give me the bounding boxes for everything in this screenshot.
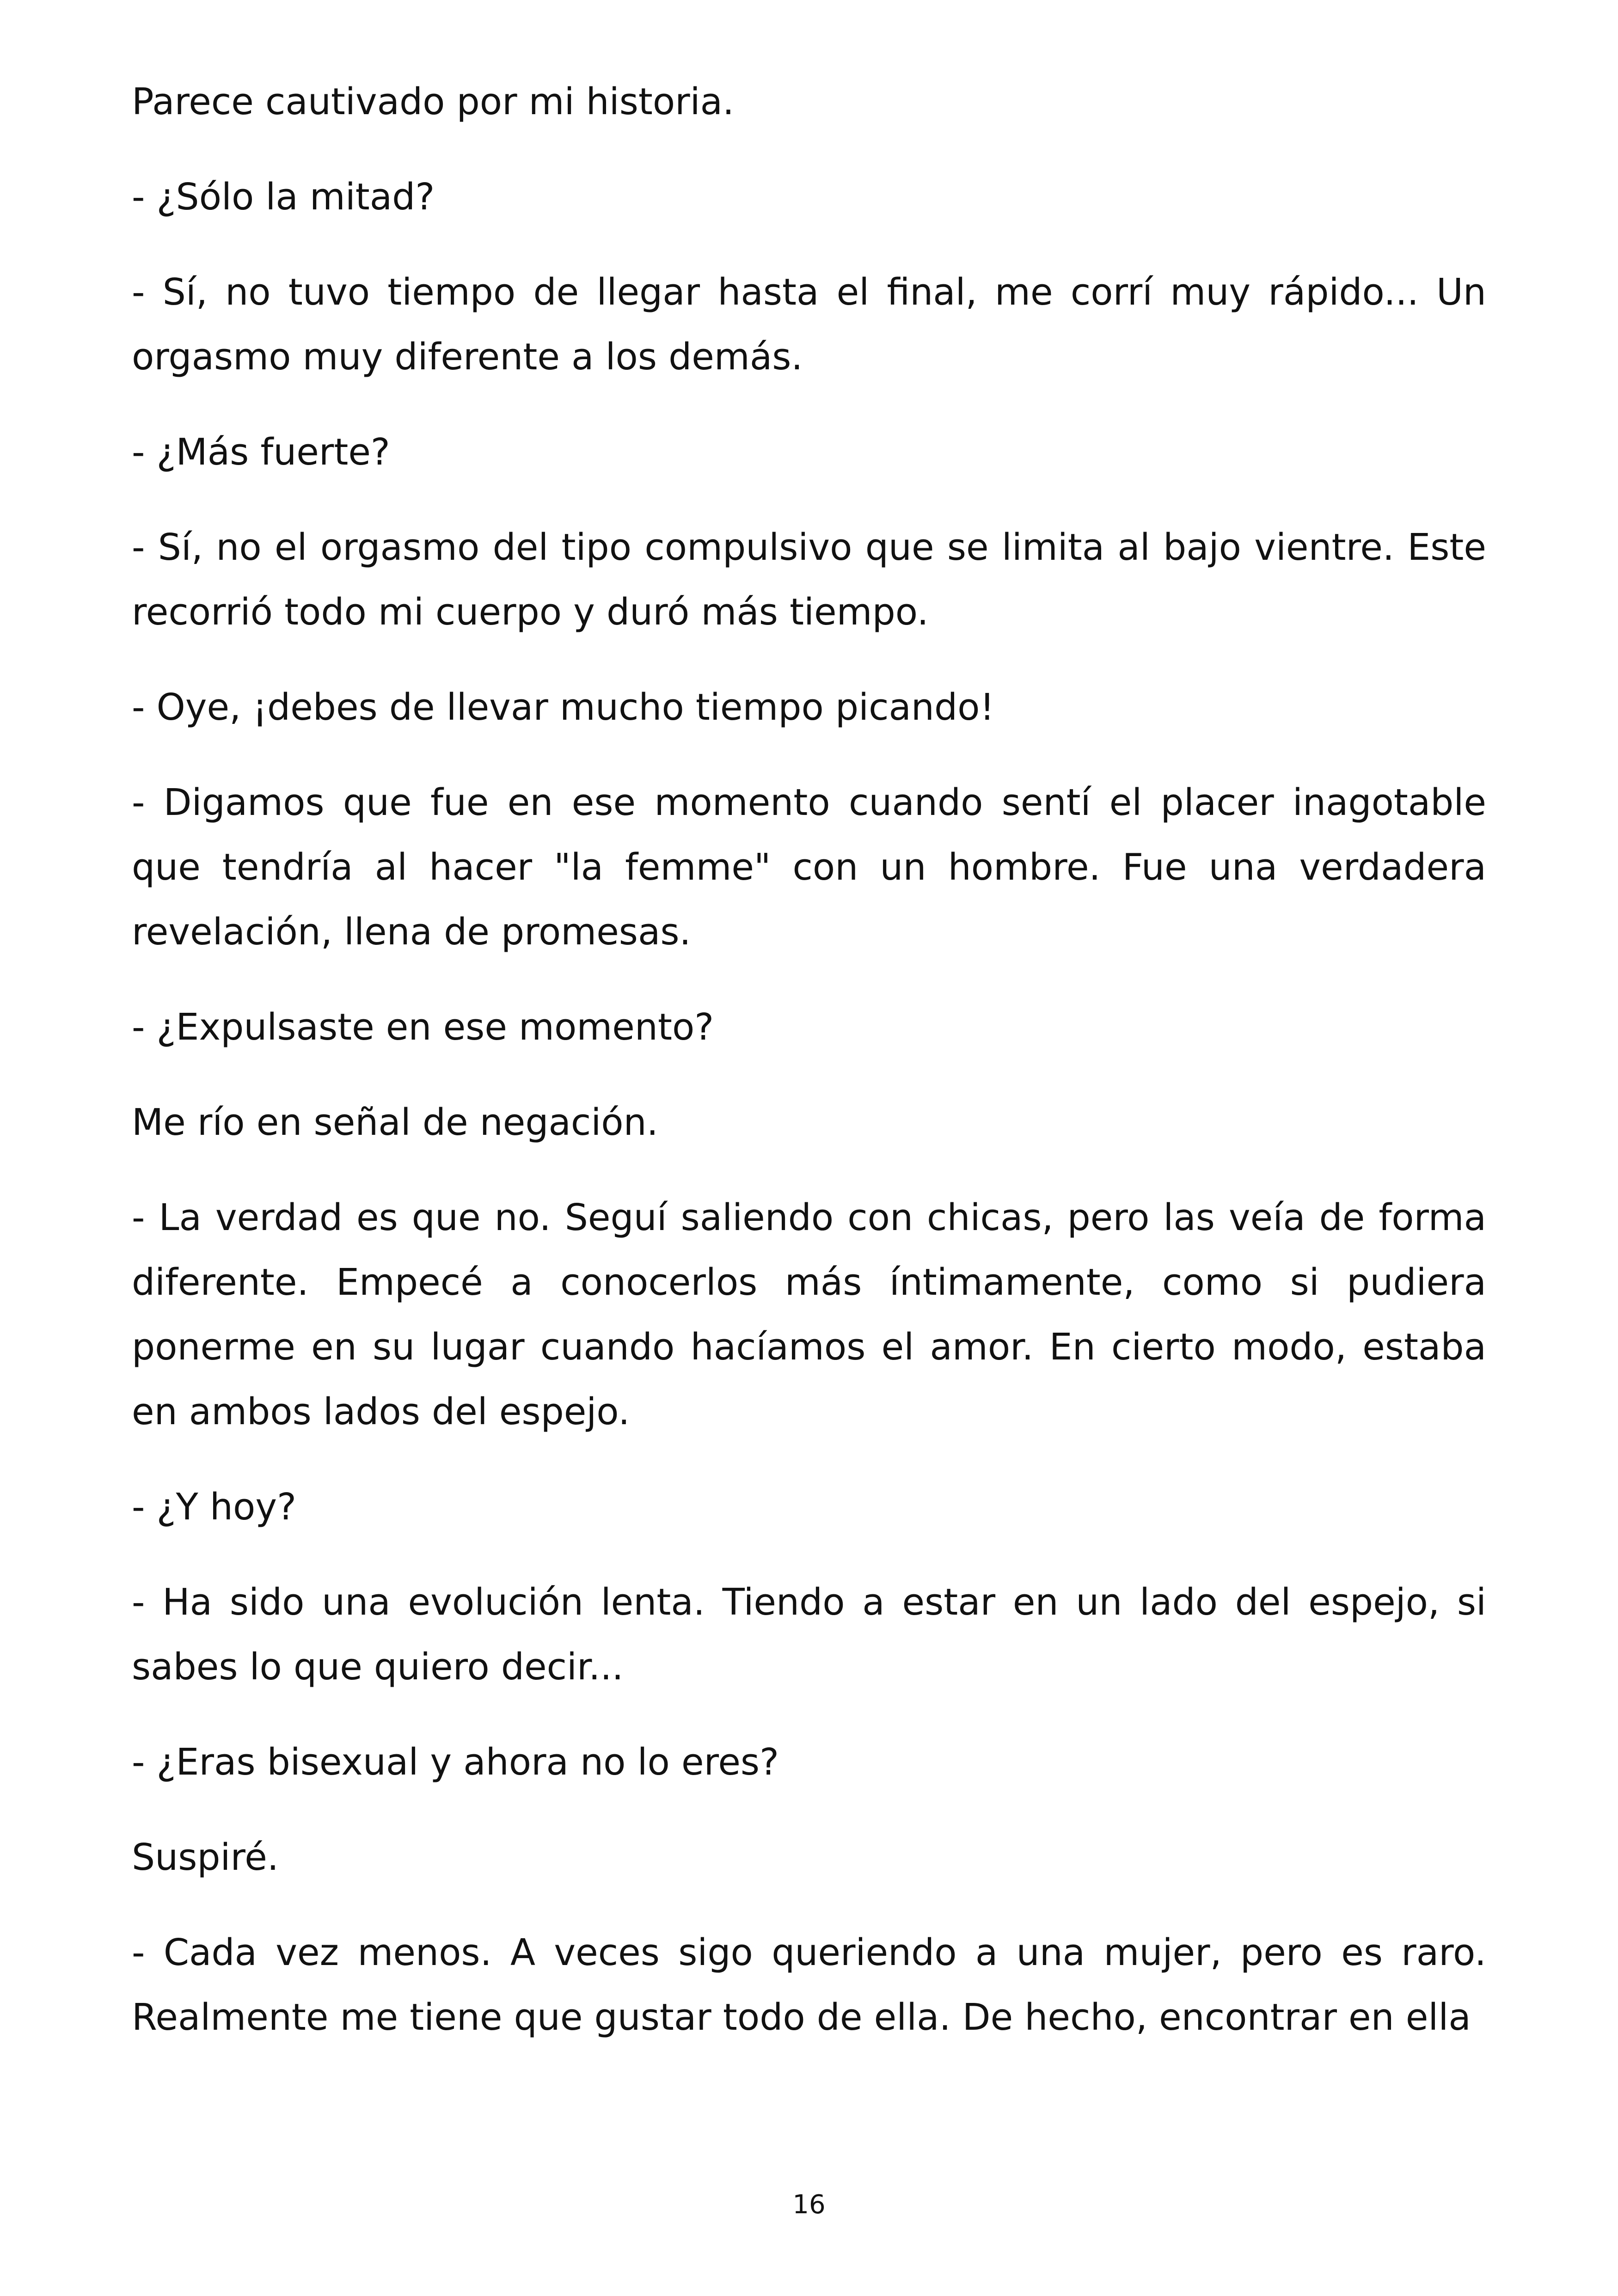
- paragraph: - Digamos que fue en ese momento cuando sentí el placer inagotable que tendría al hacer "la femme" con un hombre. Fue una verdadera revelación, llena de promesas.: [132, 781, 1486, 953]
- paragraph: - ¿Expulsaste en ese momento?: [132, 1006, 714, 1048]
- paragraph: - Ha sido una evolución lenta. Tiendo a estar en un lado del espejo, si sabes lo que quiero decir...: [132, 1581, 1486, 1688]
- paragraph: - La verdad es que no. Seguí saliendo con chicas, pero las veía de forma diferente. Empecé a conocerlos más íntimamente, como si pudiera ponerme en su lugar cuando hacíamos el amor. En cierto modo, estaba en ambos lados del espejo.: [132, 1196, 1486, 1433]
- paragraph: - ¿Y hoy?: [132, 1486, 297, 1528]
- paragraph: - Cada vez menos. A veces sigo queriendo a una mujer, pero es raro. Realmente me tiene que gustar todo de ella. De hecho, encontrar en ella: [132, 1931, 1486, 2039]
- paragraph: - ¿Más fuerte?: [132, 431, 390, 473]
- paragraph: Me río en señal de negación.: [132, 1101, 658, 1144]
- paragraph: - ¿Sólo la mitad?: [132, 176, 435, 218]
- paragraph: - Sí, no el orgasmo del tipo compulsivo que se limita al bajo vientre. Este recorrió todo mi cuerpo y duró más tiempo.: [132, 526, 1486, 633]
- page-number: 16: [792, 2190, 826, 2220]
- paragraph: - Sí, no tuvo tiempo de llegar hasta el final, me corrí muy rápido... Un orgasmo muy diferente a los demás.: [132, 271, 1486, 378]
- paragraph: Suspiré.: [132, 1836, 279, 1879]
- paragraph: Parece cautivado por mi historia.: [132, 80, 735, 123]
- body-text: [132, 69, 1486, 2080]
- paragraph: - ¿Eras bisexual y ahora no lo eres?: [132, 1741, 779, 1783]
- paragraph: - Oye, ¡debes de llevar mucho tiempo picando!: [132, 686, 995, 729]
